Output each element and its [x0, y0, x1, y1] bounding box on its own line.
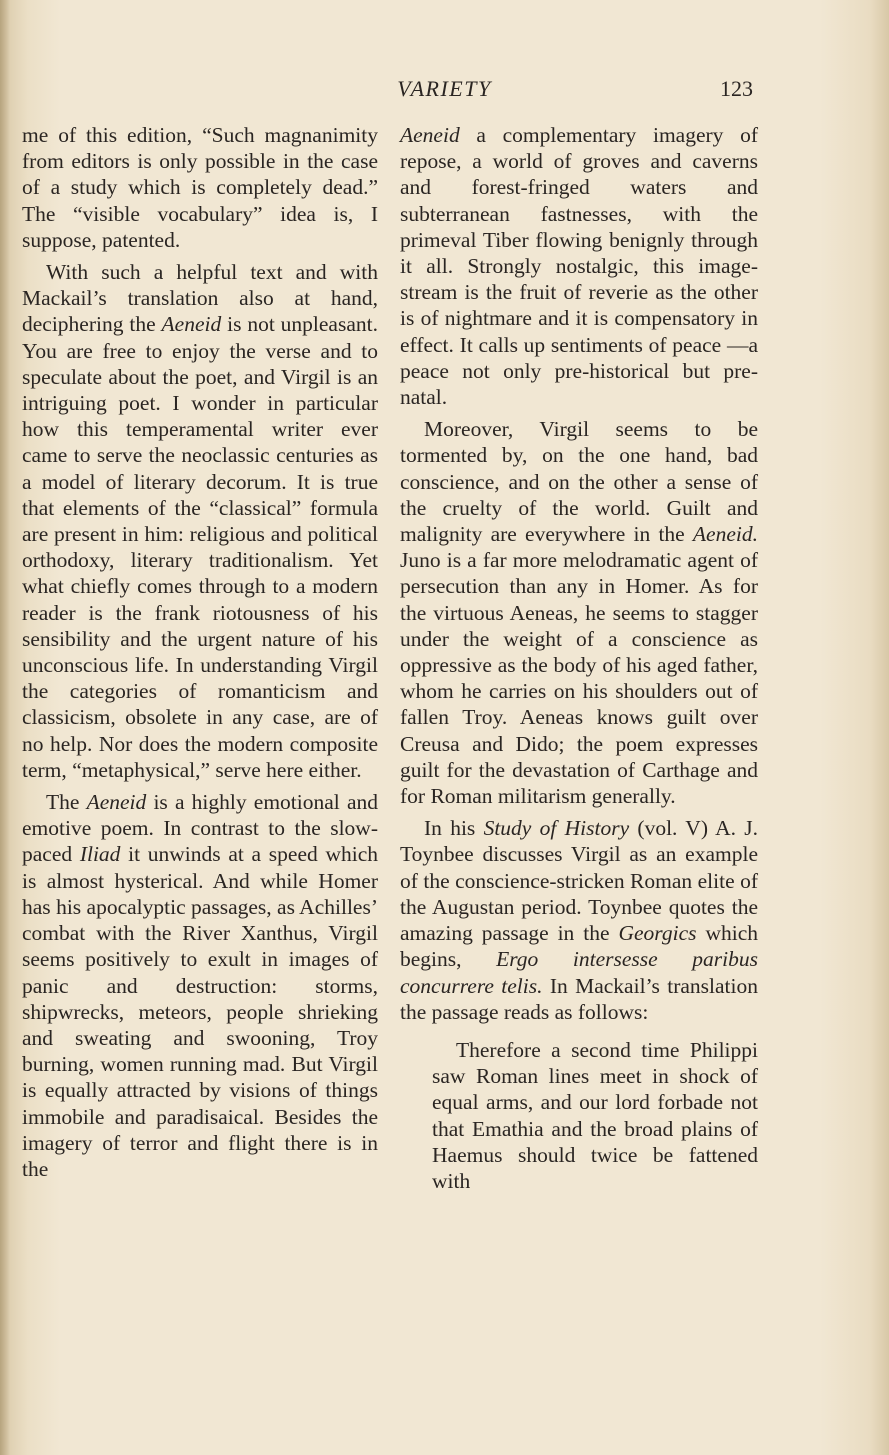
italic-title: Iliad: [79, 842, 121, 867]
italic-title: Aeneid: [161, 312, 222, 337]
text-run: Moreover, Virgil seems to be tormented by, on the one hand, bad conscience, and on the other a sense of the cruelty of the world. Guilt and malignity are everywhere in the: [400, 417, 758, 547]
page-gutter-shadow: [0, 0, 10, 1455]
text-run: is a highly emotional and emotive poem. In contrast to the slow-paced: [22, 790, 378, 867]
text-run: With such a helpful text and with Mackail’s translation also at hand, deciphering the: [22, 260, 378, 337]
text-run: In his: [424, 816, 484, 841]
paragraph: [400, 815, 758, 1025]
right-column: [400, 122, 758, 1194]
text-run: (vol. V) A. J. Toynbee discusses Virgil as an example of the conscience-stricken Roman elite of the Augustan period. Toynbee quotes the amazing passage in the: [400, 816, 759, 946]
italic-quotation: Ergo intersesse paribus concurrere telis.: [400, 947, 758, 998]
paragraph: [22, 789, 378, 1182]
left-column: [22, 122, 378, 1182]
text-run: it unwinds at a speed which is almost hysterical. And while Homer has his apocalyptic passages, as Achilles’ combat with the River Xanthus, Virgil seems positively to exult in images of panic and destruction: storms, shipwrecks, meteors, people shrieking and sweating and swooning, Troy burning, women running mad. But Virgil is equally attracted by visions of things immobile and paradisaical. Besides the imagery of terror and flight there is in the: [22, 842, 378, 1181]
paragraph-continued: [400, 122, 758, 410]
text-run: In Mackail’s translation the passage reads as follows:: [400, 973, 758, 1024]
text-run: The: [46, 790, 87, 815]
page-header: [0, 76, 889, 106]
paragraph-continued: me of this edition, “Such magnanimity from editors is only possible in the case of a study which is completely dead.” The “visible vocabulary” idea is, I suppose, patented.: [22, 123, 378, 252]
italic-title: Study of History: [483, 816, 630, 841]
running-head: VARIETY: [397, 76, 492, 101]
block-quote: Therefore a second time Philippi saw Roman lines meet in shock of equal arms, and our lord forbade not that Emathia and the broad plains of Haemus should twice be fattened with: [432, 1037, 758, 1193]
text-run: Juno is a far more melodramatic agent of persecution than any in Homer. As for the virtuous Aeneas, he seems to stagger under the weight of a conscience as oppressive as the body of his aged father, whom he carries on his shoulders out of fallen Troy. Aeneas knows guilt over Creusa and Dido; the poem expresses guilt for the devastation of Carthage and for Roman militarism generally.: [400, 548, 758, 809]
text-run: a complementary imagery of repose, a world of groves and caverns and forest-fringed waters and subterranean fastnesses, with the primeval Tiber flowing benignly through it all. Strongly nostalgic, this image-stream is the fruit of reverie as the other is of nightmare and it is compensatory in effect. It calls up sentiments of peace —a peace not only pre-historical but pre-natal.: [400, 123, 758, 410]
paragraph: [22, 259, 378, 783]
italic-title: Aeneid: [86, 790, 147, 815]
italic-title: Aeneid.: [692, 522, 758, 547]
paragraph: [400, 416, 758, 809]
italic-title: Georgics: [618, 921, 697, 946]
text-run: which begins,: [400, 921, 758, 972]
italic-title: Aeneid: [400, 123, 460, 147]
text-run: is not unpleasant. You are free to enjoy the verse and to speculate about the poet, and Virgil is an intriguing poet. I wonder in particular how this temperamental writer ever came to serve the neoclassic centuries as a model of literary decorum. It is true that elements of the “classical” formula are present in him: religious and political orthodoxy, literary traditionalism. Yet what chiefly comes through to a modern reader is the frank riotousness of his sensibility and the urgent nature of his unconscious life. In understanding Virgil the categories of romanticism and classicism, obsolete in any case, are of no help. Nor does the modern composite term, “metaphysical,” serve here either.: [22, 312, 378, 782]
page-number: 123: [720, 76, 753, 101]
